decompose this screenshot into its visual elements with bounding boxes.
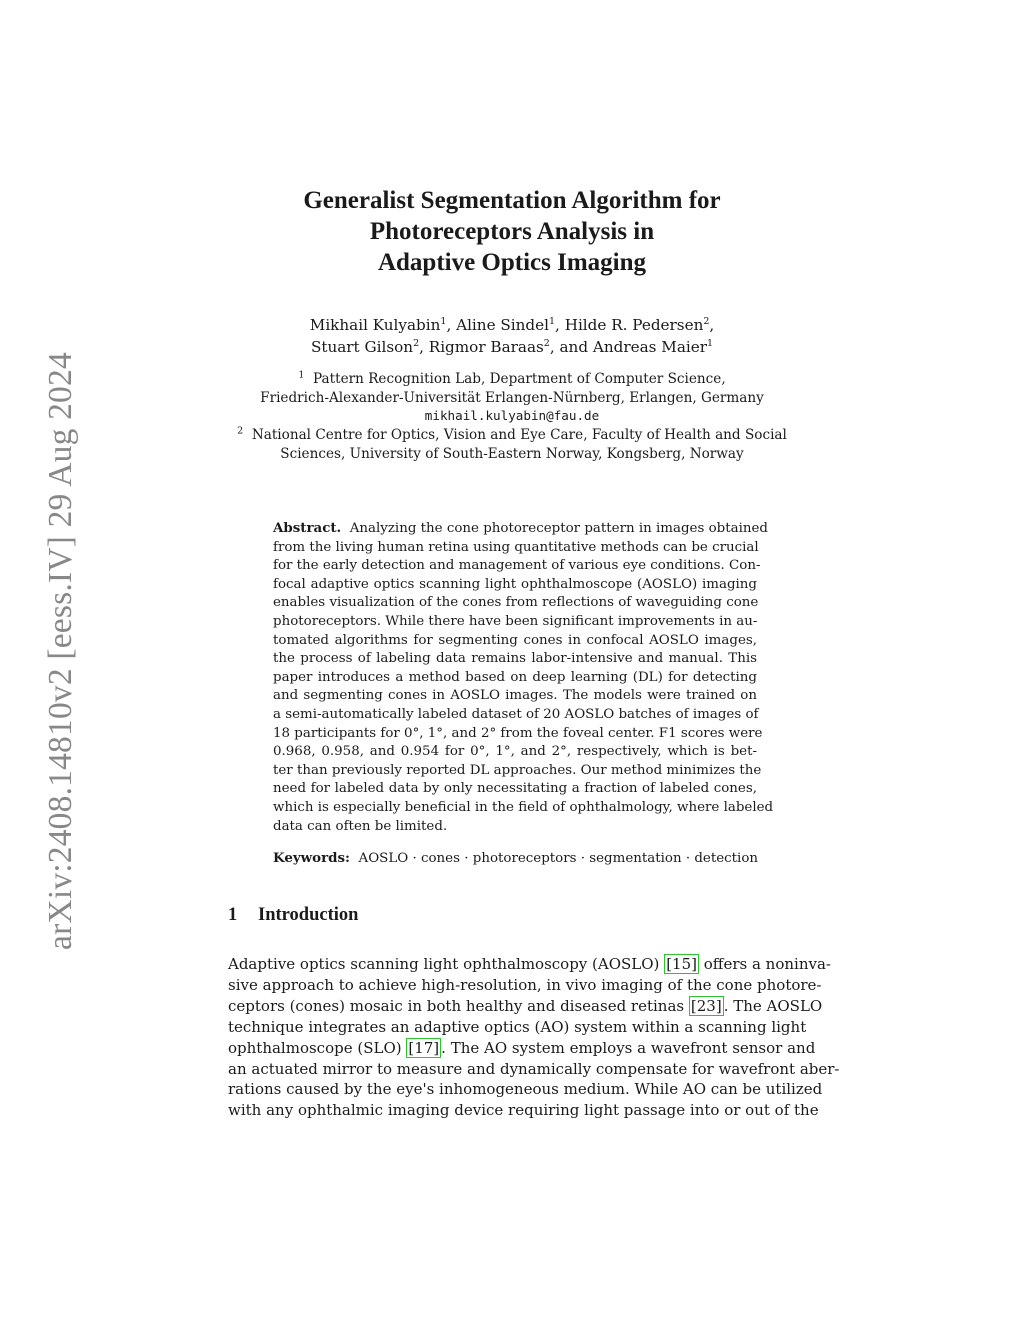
paper-title (0, 185, 1024, 278)
title-line: Adaptive Optics Imaging (377, 249, 647, 276)
abstract-line: 18 participants for 0°, 1°, and 2° from the foveal center. F1 scores were (273, 725, 763, 741)
author-name: Hilde R. Pedersen (564, 316, 704, 334)
abstract-line: the process of labeling data remains labor-intensive and manual. This (273, 651, 757, 667)
abstract (273, 519, 774, 836)
title-line: Generalist Segmentation Algorithm for (303, 187, 721, 214)
affiliations (0, 370, 1024, 464)
author-name: Mikhail Kulyabin (309, 316, 441, 334)
author-name: Andreas Maier (592, 338, 707, 356)
abstract-line: Abstract. Analyzing the cone photoreceptor pattern in images obtained (273, 520, 769, 536)
abstract-line: for the early detection and management of various eye conditions. Con- (273, 558, 761, 574)
introduction-text (228, 954, 840, 1121)
abstract-line: and segmenting cones in AOSLO images. The models were trained on (273, 688, 757, 704)
abstract-line: need for labeled data by only necessitating a fraction of labeled cones, (273, 781, 757, 797)
body-line: rations caused by the eye's inhomogeneous medium. While AO can be utilized (228, 1080, 823, 1099)
body-line: ophthalmoscope (SLO) [17] . The AO system employs a wavefront sensor and (228, 1038, 816, 1057)
affiliation-marker: 2 (413, 337, 420, 349)
abstract-line: photoreceptors. While there have been significant improvements in au- (273, 613, 758, 629)
affiliation-marker: 1 (549, 315, 556, 327)
abstract-line: focal adaptive optics scanning light ophthalmoscope (AOSLO) imaging (273, 576, 757, 592)
abstract-line: a semi-automatically labeled dataset of 20 AOSLO batches of images of (273, 706, 759, 722)
abstract-line: enables visualization of the cones from reflections of waveguiding cone (273, 595, 759, 611)
body-line: sive approach to achieve high-resolution, in vivo imaging of the cone photore- (228, 975, 822, 994)
citation-link[interactable]: [17] (408, 1038, 440, 1057)
abstract-line: 0.968, 0.958, and 0.954 for 0°, 1°, and 2°, respectively, which is bet- (273, 744, 757, 760)
affiliation-marker: 2 (703, 315, 710, 327)
body-line: Adaptive optics scanning light ophthalmoscopy (AOSLO) [15] offers a noninva- (228, 955, 831, 973)
author-name: Stuart Gilson (310, 338, 414, 356)
keywords-list: AOSLO · cones · photoreceptors · segmentation · detection (358, 851, 759, 866)
keywords-label: Keywords: (273, 850, 351, 866)
author-line: Mikhail Kulyabin$^1$, Aline Sindel$^1$, Hilde R. Pedersen$^2$, (309, 315, 715, 334)
author-list (0, 314, 1024, 358)
author-name: Rigmor Baraas (428, 338, 544, 356)
affiliation-marker: 2 (543, 337, 550, 349)
affiliation-marker: 1 (707, 337, 714, 349)
body-line: technique integrates an adaptive optics (AO) system within a scanning light (228, 1017, 807, 1036)
abstract-line: paper introduces a method based on deep learning (DL) for detecting (273, 669, 757, 685)
abstract-label: Abstract. (273, 520, 342, 536)
citation-link[interactable]: [15] (666, 955, 697, 973)
citation-link[interactable]: [23] (690, 996, 722, 1015)
affiliation-2-line: $^2$ National Centre for Optics, Vision and Eye Care, Faculty of Health and Social (237, 425, 787, 444)
keywords (273, 849, 773, 869)
author-line: Stuart Gilson$^2$, Rigmor Baraas$^2$, and Andreas Maier$^1$ (310, 337, 714, 356)
abstract-line: ter than previously reported DL approaches. Our method minimizes the (273, 762, 762, 778)
abstract-line: data can often be limited. (273, 818, 448, 834)
author-email: mikhail.kulyabin@fau.de (424, 408, 600, 424)
abstract-line: which is especially beneficial in the field of ophthalmology, where labeled (273, 799, 774, 815)
body-line: an actuated mirror to measure and dynamically compensate for wavefront aber- (228, 1059, 840, 1078)
section-title: Introduction (258, 905, 359, 925)
abstract-line: tomated algorithms for segmenting cones in confocal AOSLO images, (273, 632, 757, 648)
section-number: 1 (228, 905, 238, 925)
author-name: Aline Sindel (456, 316, 549, 334)
arxiv-identifier: arXiv:2408.14810v2 [eess.IV] 29 Aug 2024 (42, 352, 79, 950)
abstract-line: from the living human retina using quantitative methods can be crucial (273, 539, 759, 555)
body-line: with any ophthalmic imaging device requiring light passage into or out of the (228, 1101, 819, 1120)
affiliation-1-line: $^1$ Pattern Recognition Lab, Department of Computer Science, (298, 369, 726, 387)
affiliation-marker: 1 (440, 315, 447, 327)
body-line: ceptors (cones) mosaic in both healthy and diseased retinas [23] . The AOSLO (228, 996, 823, 1015)
affiliation-2-line: Sciences, University of South-Eastern Norway, Kongsberg, Norway (280, 445, 744, 462)
affiliation-1-line: Friedrich-Alexander-Universität Erlangen-Nürnberg, Erlangen, Germany (260, 389, 764, 406)
title-line: Photoreceptors Analysis in (369, 218, 655, 245)
section-heading (228, 905, 358, 926)
